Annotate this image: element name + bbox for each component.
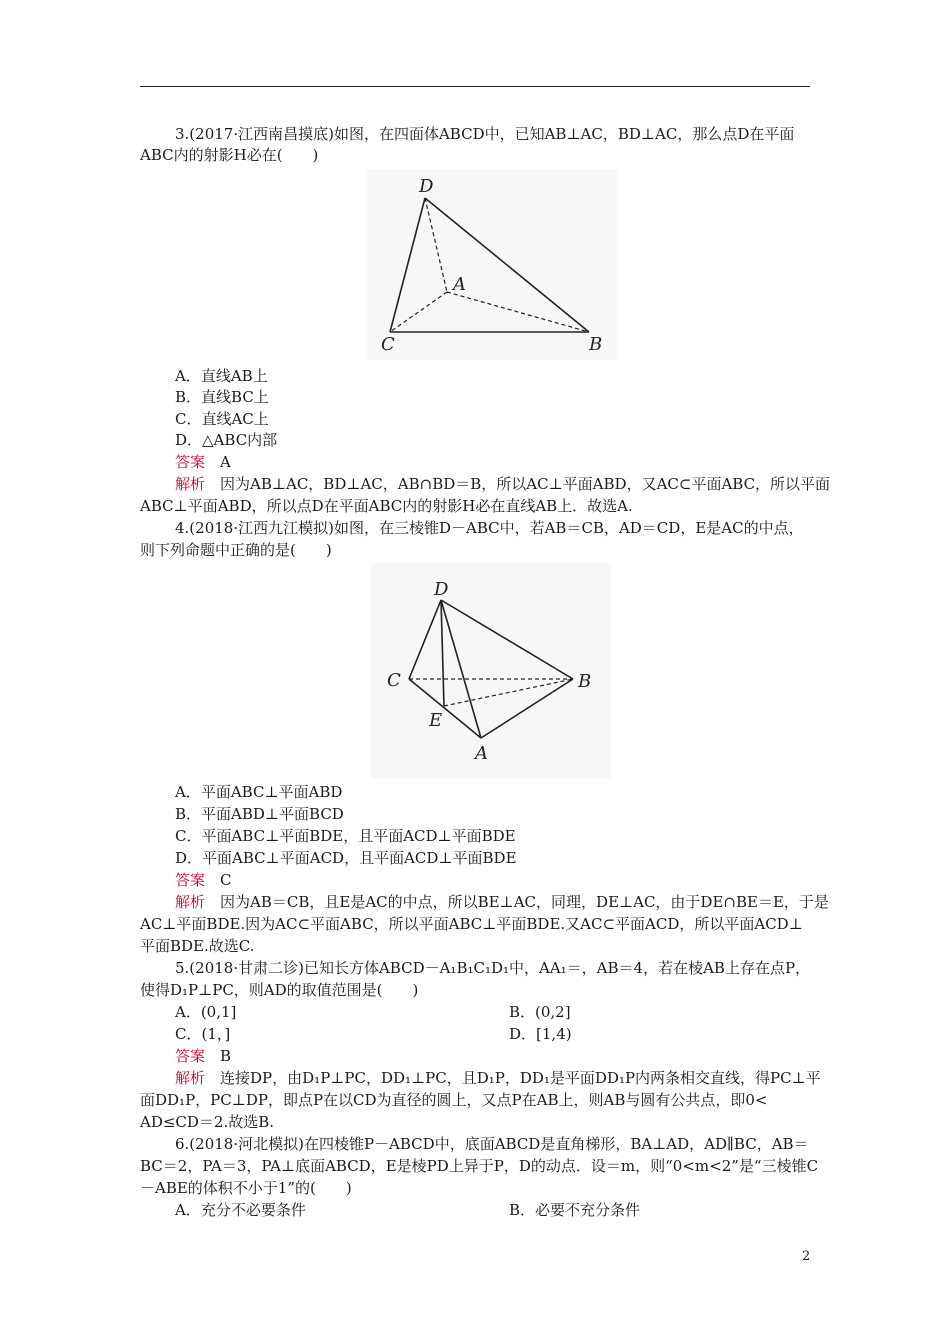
analysis-text: 因为AB＝CB，且E是AC的中点，所以BE⊥AC，同理，DE⊥AC，由于DE∩BE＝E，于是 (220, 893, 829, 911)
analysis-tag: 解析 (175, 1069, 206, 1087)
q4-analysis-line2: AC⊥平面BDE.因为AC⊂平面ABC，所以平面ABC⊥平面BDE.又AC⊂平面ACD，所以平面ACD⊥ (140, 915, 803, 933)
analysis-text: 因为AB⊥AC，BD⊥AC，AB∩BD＝B，所以AC⊥平面ABD，又AC⊂平面ABC，所以平面 (220, 475, 831, 493)
label-D: D (434, 579, 449, 600)
q5-option-b: B．(0,2] (509, 1003, 571, 1021)
q4-stem-line1: 4.(2018·江西九江模拟)如图，在三棱锥D－ABC中，若AB＝CB，AD＝CD，E是AC的中点， (175, 519, 804, 537)
answer-value: B (220, 1047, 232, 1065)
q6-option-b: B．必要不充分条件 (509, 1201, 641, 1219)
label-B: B (578, 671, 592, 692)
answer-value: C (220, 871, 232, 889)
q3-option-c: C．直线AC上 (175, 410, 269, 428)
q3-option-d: D．△ABC内部 (175, 431, 278, 449)
header-rule (140, 86, 810, 87)
edge-AB (447, 292, 589, 332)
label-A: A (475, 743, 488, 764)
q3-answer (175, 452, 231, 472)
answer-tag: 答案 (175, 453, 206, 471)
edge-AB (481, 679, 573, 738)
q5-option-a: A．(0,1] (175, 1003, 237, 1021)
q4-pyramid-figure (371, 563, 611, 778)
edge-DA (425, 198, 447, 292)
answer-tag: 答案 (175, 1047, 206, 1065)
q6-stem-line1: 6.(2018·河北模拟)在四棱锥P－ABCD中，底面ABCD是直角梯形，BA⊥AD，AD∥BC，AB＝ (175, 1135, 809, 1153)
edge-DC (390, 198, 425, 332)
q4-option-a: A．平面ABC⊥平面ABD (175, 783, 343, 801)
label-C: C (387, 670, 401, 691)
q5-analysis-line3: AD≤CD＝2.故选B. (140, 1113, 275, 1131)
analysis-text: 连接DP，由D₁P⊥PC，DD₁⊥PC，且D₁P，DD₁是平面DD₁P内两条相交直线，得PC⊥平 (220, 1069, 821, 1087)
edge-CA (409, 679, 481, 738)
q5-stem-line2: 使得D₁P⊥PC，则AD的取值范围是( ) (140, 981, 419, 999)
edge-DC (409, 600, 441, 679)
q6-option-a: A．充分不必要条件 (175, 1201, 306, 1219)
q3-tetrahedron-figure (367, 170, 617, 360)
q4-option-c: C．平面ABC⊥平面BDE，且平面ACD⊥平面BDE (175, 827, 516, 845)
q5-option-c: C．(1，] (175, 1025, 231, 1043)
q5-analysis-line2: 面DD₁P，PC⊥DP，即点P在以CD为直径的圆上，又点P在AB上，则AB与圆有公共点，即0< (140, 1091, 768, 1109)
q5-analysis-line1 (175, 1068, 821, 1088)
q3-stem-line1: 3.(2017·江西南昌摸底)如图，在四面体ABCD中，已知AB⊥AC，BD⊥AC，那么点D在平面 (175, 125, 795, 143)
q6-stem-line2: BC＝2，PA＝3，PA⊥底面ABCD，E是棱PD上异于P，D的动点．设＝m，则“0<m<2”是“三棱锥C (140, 1157, 819, 1175)
q4-analysis-line3: 平面BDE.故选C. (140, 937, 255, 955)
page-number: 2 (802, 1249, 811, 1264)
q5-answer (175, 1046, 231, 1066)
q5-stem-line1: 5.(2018·甘肃二诊)已知长方体ABCD－A₁B₁C₁D₁中，AA₁＝，AB＝4，若在棱AB上存在点P， (175, 959, 811, 977)
edge-EB (444, 679, 573, 706)
edge-DE (441, 600, 444, 706)
q3-analysis-line1 (175, 474, 830, 494)
q4-option-d: D．平面ABC⊥平面ACD，且平面ACD⊥平面BDE (175, 849, 517, 867)
q4-option-b: B．平面ABD⊥平面BCD (175, 805, 344, 823)
q5-option-d: D．[1,4) (509, 1025, 572, 1043)
analysis-tag: 解析 (175, 893, 206, 911)
q6-stem-line3: －ABE的体积不小于1”的( ) (140, 1179, 352, 1197)
q3-option-b: B．直线BC上 (175, 388, 269, 406)
q3-stem-line2: ABC内的射影H必在( ) (140, 146, 319, 164)
label-E: E (429, 710, 443, 731)
label-C: C (381, 334, 395, 355)
q4-stem-line2: 则下列命题中正确的是( ) (140, 541, 332, 559)
analysis-tag: 解析 (175, 475, 206, 493)
label-D: D (419, 176, 434, 197)
answer-value: A (220, 453, 231, 471)
q3-option-a: A．直线AB上 (175, 367, 268, 385)
q3-analysis-line2: ABC⊥平面ABD，所以点D在平面ABC内的射影H必在直线AB上．故选A. (140, 497, 633, 515)
label-A: A (453, 274, 466, 295)
q4-analysis-line1 (175, 892, 829, 912)
answer-tag: 答案 (175, 871, 206, 889)
q4-answer (175, 870, 232, 890)
edge-DB (425, 198, 589, 332)
label-B: B (589, 334, 603, 355)
